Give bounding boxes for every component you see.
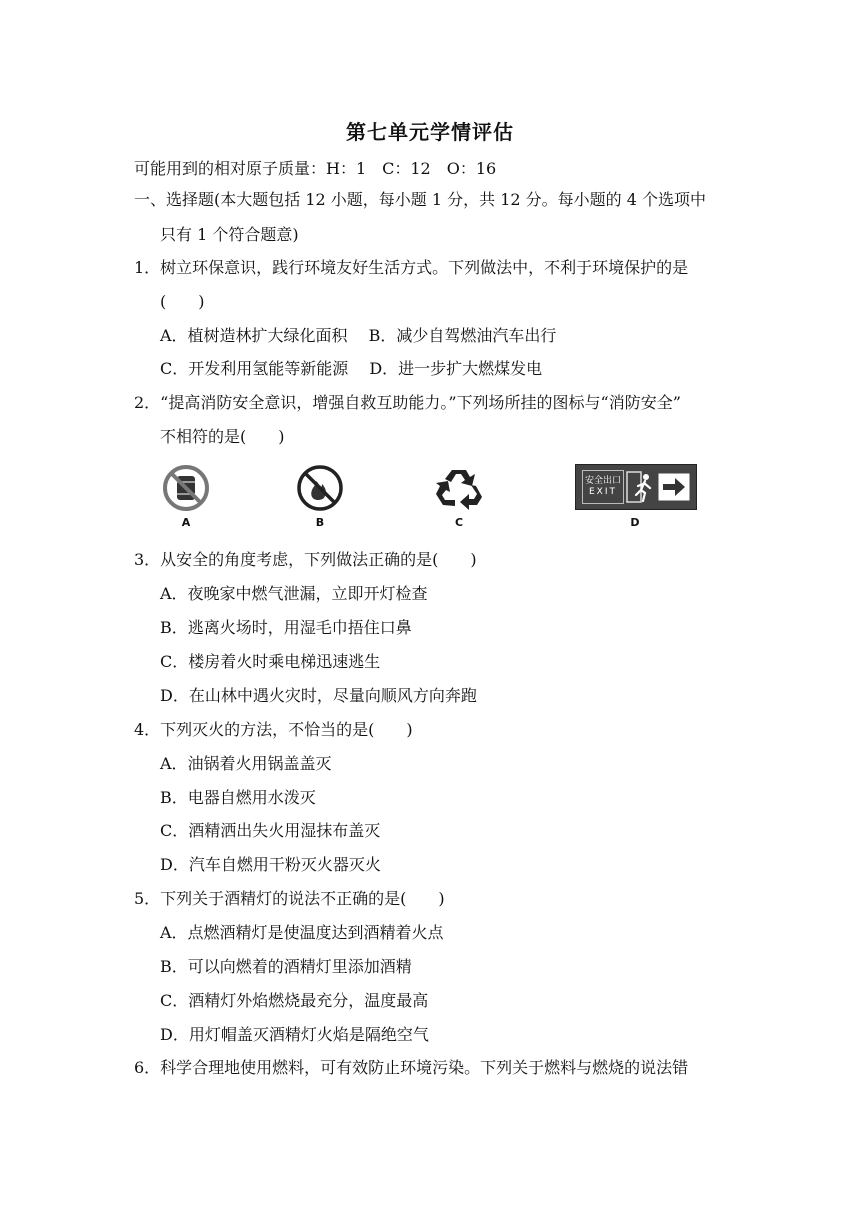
question-4-option-b: B．电器自燃用水泼灭 bbox=[160, 788, 316, 807]
question-1-options-ab: A．植树造林扩大绿化面积 B．减少自驾燃油汽车出行 bbox=[160, 326, 557, 345]
arrow-right-icon bbox=[658, 473, 690, 501]
question-6-stem: 6．科学合理地使用燃料，可有效防止环境污染。下列关于燃料与燃烧的说法错 bbox=[134, 1058, 689, 1077]
figure-c bbox=[432, 464, 486, 529]
exit-sign-icon bbox=[575, 464, 697, 510]
question-3-option-a: A．夜晚家中燃气泄漏，立即开灯检查 bbox=[160, 584, 428, 603]
no-fire-icon bbox=[296, 464, 344, 512]
figure-d bbox=[575, 464, 695, 529]
question-4-option-d: D．汽车自燃用干粉灭火器灭火 bbox=[160, 855, 381, 874]
question-5-option-c: C．酒精灯外焰燃烧最充分，温度最高 bbox=[160, 991, 429, 1010]
recycle-icon bbox=[432, 464, 486, 512]
figure-a bbox=[162, 464, 210, 529]
question-4-option-a: A．油锅着火用锅盖盖灭 bbox=[160, 754, 332, 773]
question-2-stem-cont: 不相符的是( ) bbox=[160, 427, 285, 446]
question-4-stem: 4．下列灭火的方法，不恰当的是( ) bbox=[134, 720, 413, 739]
question-5-option-b: B．可以向燃着的酒精灯里添加酒精 bbox=[160, 957, 412, 976]
page-title: 第七单元学情评估 bbox=[346, 120, 514, 144]
exit-sign-en: EXIT bbox=[588, 487, 617, 497]
exit-sign-text-box bbox=[582, 470, 624, 504]
question-1-options-cd: C．开发利用氢能等新能源 D．进一步扩大燃煤发电 bbox=[160, 359, 543, 378]
question-4-option-c: C．酒精洒出失火用湿抹布盖灭 bbox=[160, 821, 381, 840]
figure-b bbox=[296, 464, 344, 529]
no-oil-drum-icon bbox=[162, 464, 210, 512]
figure-d-caption: D bbox=[630, 516, 640, 529]
question-1-blank: ( ) bbox=[160, 292, 205, 311]
figure-b-caption: B bbox=[315, 516, 325, 529]
exit-sign-cn: 安全出口 bbox=[584, 476, 621, 486]
section-heading-cont: 只有 1 个符合题意) bbox=[160, 225, 299, 244]
running-man-icon bbox=[626, 471, 654, 503]
section-heading: 一、选择题(本大题包括 12 小题，每小题 1 分，共 12 分。每小题的 4 个选项中 bbox=[134, 190, 707, 209]
figure-a-caption: A bbox=[181, 516, 191, 529]
question-3-option-d: D．在山林中遇火灾时，尽量向顺风方向奔跑 bbox=[160, 686, 477, 705]
question-3-stem: 3．从安全的角度考虑，下列做法正确的是( ) bbox=[134, 550, 477, 569]
question-2-figures bbox=[130, 464, 730, 534]
question-5-stem: 5．下列关于酒精灯的说法不正确的是( ) bbox=[134, 889, 445, 908]
question-5-option-d: D．用灯帽盖灭酒精灯火焰是隔绝空气 bbox=[160, 1025, 429, 1044]
question-2-stem: 2．“提高消防安全意识，增强自救互助能力。”下列场所挂的图标与“消防安全” bbox=[134, 393, 681, 412]
question-1-stem: 1．树立环保意识，践行环境友好生活方式。下列做法中，不利于环境保护的是 bbox=[134, 258, 689, 277]
atomic-mass-line: 可能用到的相对原子质量：H：1 C：12 O：16 bbox=[134, 159, 497, 178]
question-3-option-c: C．楼房着火时乘电梯迅速逃生 bbox=[160, 652, 381, 671]
figure-c-caption: C bbox=[454, 516, 464, 529]
question-3-option-b: B．逃离火场时，用湿毛巾捂住口鼻 bbox=[160, 618, 412, 637]
question-5-option-a: A．点燃酒精灯是使温度达到酒精着火点 bbox=[160, 923, 444, 942]
